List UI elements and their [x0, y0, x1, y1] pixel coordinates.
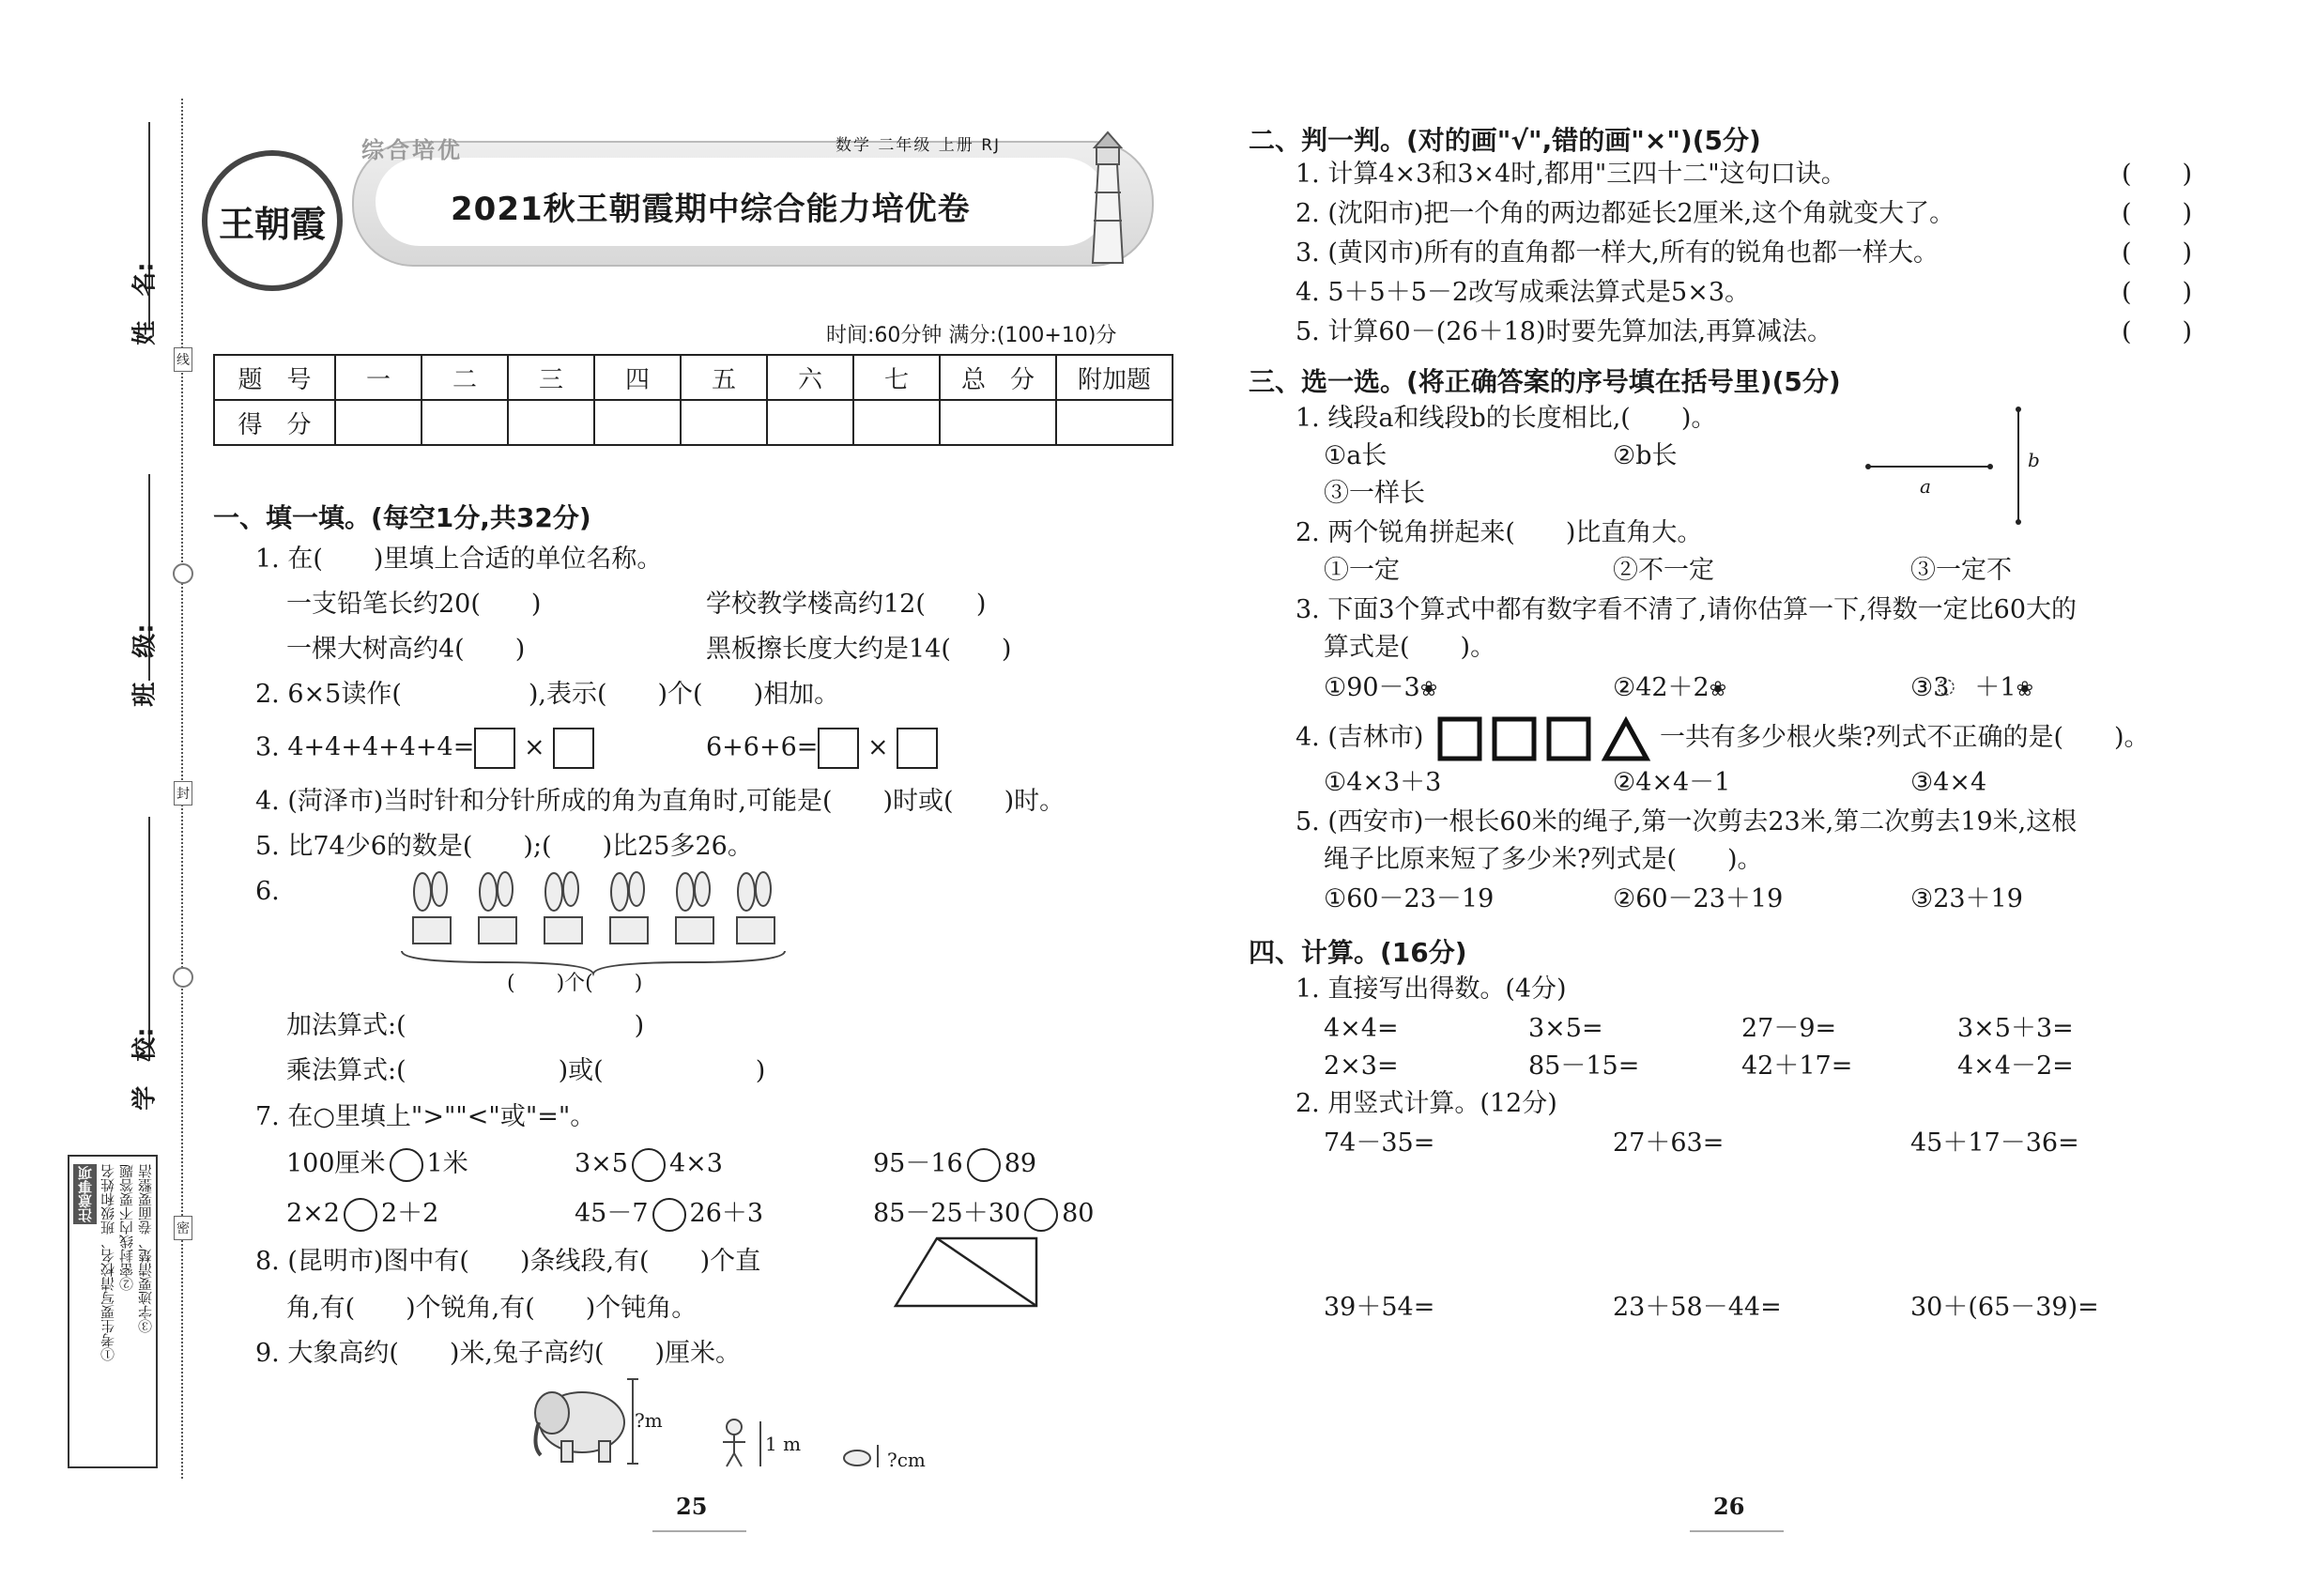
vertical-calc-item: 23＋58－44=	[1613, 1293, 1782, 1322]
score-header-cell: 总 分	[940, 355, 1056, 400]
s3-q3a: 3. 下面3个算式中都有数字看不清了,请你估算一下,得数一定比60大的	[1296, 595, 2078, 624]
s1-q8b: 角,有( )个锐角,有( )个钝角。	[286, 1294, 698, 1323]
compare-left: 3×5	[575, 1149, 628, 1178]
s1-q1a: 一支铅笔长约20( )	[286, 590, 542, 619]
flower-smudge-icon: ❀	[1709, 678, 1727, 701]
answer-box[interactable]	[818, 728, 859, 769]
compare-item	[873, 1197, 1094, 1232]
s3-q2-opt1: ①一定	[1324, 556, 1400, 585]
score-cell[interactable]	[508, 400, 594, 445]
score-cell[interactable]	[681, 400, 767, 445]
s1-q1d: 黑板擦长度大约是14( )	[706, 635, 1012, 664]
compare-circle[interactable]	[632, 1148, 666, 1182]
compare-left: 85－25＋30	[873, 1199, 1021, 1228]
s3-q3-opt2	[1613, 671, 1726, 707]
s1-q3a: 3. 4+4+4+4+4=	[255, 732, 475, 762]
compare-item	[286, 1197, 438, 1232]
calc-item: 3×5=	[1528, 1014, 1603, 1043]
s3-q2-opt3: ③一定不	[1910, 556, 2012, 585]
score-value-row	[214, 400, 1173, 445]
school-label: 学 校:	[130, 1027, 160, 1111]
vertical-calc-item: 27＋63=	[1613, 1128, 1725, 1158]
s3-q3-opt3	[1910, 671, 2033, 707]
score-cell[interactable]	[335, 400, 422, 445]
compare-circle[interactable]	[344, 1198, 377, 1232]
class-label: 班 级:	[130, 623, 160, 707]
score-cell[interactable]	[594, 400, 681, 445]
seal-mark-seal: 封	[174, 781, 192, 806]
compare-left: 95－16	[873, 1149, 963, 1178]
judge-blank[interactable]: ( )	[2122, 238, 2193, 268]
binding-hole-icon	[173, 967, 193, 988]
score-cell[interactable]	[940, 400, 1056, 445]
compare-right: 4×3	[668, 1149, 723, 1178]
elephant-height-label: ?m	[635, 1409, 663, 1432]
s3-q3-opt1	[1324, 671, 1437, 707]
notice-line-1: ①考生要写清校名、班级和姓名	[100, 1164, 116, 1361]
flower-smudge-icon	[1936, 676, 1956, 698]
page-title: 2021秋王朝霞期中综合能力培优卷	[451, 191, 971, 228]
child-height-label: 1 m	[765, 1433, 802, 1455]
binding-hole-icon	[173, 563, 193, 584]
subject-meta: 数学 二年级 上册 RJ	[836, 136, 1002, 155]
calc-item: 85－15=	[1528, 1051, 1640, 1081]
score-cell[interactable]	[853, 400, 940, 445]
s2-item-3: 3. (黄冈市)所有的直角都一样大,所有的锐角也都一样大。	[1296, 238, 1939, 268]
notice-box	[68, 1155, 158, 1468]
s3-q5-opt1: ①60－23－19	[1324, 884, 1495, 913]
compare-right: 2＋2	[380, 1199, 439, 1228]
school-underline	[148, 817, 150, 1061]
times-sign: ×	[523, 732, 545, 762]
vertical-calc-item: 30＋(65－39)=	[1910, 1293, 2099, 1322]
s3-q4a: 4. (吉林市)	[1296, 723, 1424, 752]
s2-item-2: 2. (沈阳市)把一个角的两边都延长2厘米,这个角就变大了。	[1296, 199, 1955, 228]
seal-mark-line: 线	[174, 347, 192, 372]
compare-right: 89	[1004, 1149, 1037, 1178]
time-info: 时间:60分钟 满分:(100+10)分	[826, 324, 1117, 347]
calc-item: 27－9=	[1741, 1014, 1837, 1043]
compare-left: 45－7	[575, 1199, 649, 1228]
flower-smudge-icon: ❀	[2016, 678, 2033, 701]
s1-q9: 9. 大象高约( )米,兔子高约( )厘米。	[255, 1339, 742, 1368]
compare-circle[interactable]	[390, 1148, 423, 1182]
compare-item	[575, 1147, 723, 1182]
s1-q5: 5. 比74少6的数是( );( )比25多26。	[255, 832, 753, 861]
answer-box[interactable]	[474, 728, 515, 769]
s3-q1-opt1: ①a长	[1324, 441, 1388, 470]
vertical-calc-item: 74－35=	[1324, 1128, 1435, 1158]
opt-text: ②42＋2	[1613, 673, 1710, 702]
s3-q5-opt2: ②60－23＋19	[1613, 884, 1784, 913]
score-header-cell: 题 号	[214, 355, 335, 400]
section3-heading: 三、选一选。(将正确答案的序号填在括号里)(5分)	[1249, 366, 1841, 397]
answer-box[interactable]	[553, 728, 594, 769]
s3-q3b: 算式是( )。	[1324, 633, 1496, 662]
notice-line-3: ③字迹要清楚、卷面要整洁	[137, 1164, 154, 1333]
lighthouse-icon	[1080, 127, 1136, 268]
page-ornament	[1690, 1530, 1784, 1532]
times-sign: ×	[867, 732, 889, 762]
score-row-label: 得 分	[214, 400, 335, 445]
calc-item: 3×5＋3=	[1957, 1014, 2074, 1043]
s1-q6-brace-label: ( )个( )	[507, 972, 643, 995]
s1-q1: 1. 在( )里填上合适的单位名称。	[255, 545, 663, 574]
calc-item: 4×4=	[1324, 1014, 1399, 1043]
opt-text: ③3 ＋1	[1910, 673, 2016, 702]
rabbit-height-label: ?cm	[887, 1449, 926, 1471]
score-header-cell: 五	[681, 355, 767, 400]
s4-sub2: 2. 用竖式计算。(12分)	[1296, 1089, 1557, 1118]
s3-q1-opt2: ②b长	[1613, 441, 1678, 470]
s1-q6: 6.	[255, 877, 280, 906]
vertical-calc-item: 39＋54=	[1324, 1293, 1435, 1322]
s1-q7: 7. 在○里填上">""<"或"="。	[255, 1102, 596, 1131]
score-header-cell: 二	[422, 355, 508, 400]
compare-right: 80	[1062, 1199, 1095, 1228]
s1-q2: 2. 6×5读作( ),表示( )个( )相加。	[255, 680, 840, 709]
rabbit-icon	[840, 1441, 887, 1469]
page-number-right: 26	[1713, 1493, 1745, 1520]
answer-box[interactable]	[897, 728, 938, 769]
s1-q6-mul: 乘法算式:( )或( )	[286, 1056, 766, 1085]
segment-b-label: b	[2028, 449, 2040, 471]
s1-q1c: 一棵大树高约4( )	[286, 635, 526, 664]
s2-item-5: 5. 计算60－(26＋18)时要先算加法,再算减法。	[1296, 317, 1833, 346]
score-header-cell: 附加题	[1056, 355, 1173, 400]
compare-circle[interactable]	[967, 1148, 1001, 1182]
score-header-cell: 七	[853, 355, 940, 400]
score-header-cell: 四	[594, 355, 681, 400]
compare-left: 100厘米	[286, 1149, 386, 1178]
score-cell[interactable]	[767, 400, 853, 445]
opt-text: ①90－3	[1324, 673, 1420, 702]
s3-q4-opt1: ①4×3＋3	[1324, 768, 1442, 797]
s3-q1: 1. 线段a和线段b的长度相比,( )。	[1296, 404, 1717, 433]
page-ornament	[652, 1530, 746, 1532]
s1-q8a: 8. (昆明市)图中有( )条线段,有( )个直	[255, 1247, 761, 1276]
s3-q5b: 绳子比原来短了多少米?列式是( )。	[1324, 845, 1763, 874]
page-number-left: 25	[676, 1493, 708, 1520]
calc-item: 4×4－2=	[1957, 1051, 2074, 1081]
child-icon	[715, 1418, 772, 1469]
compare-right: 1米	[426, 1149, 468, 1178]
s1-q3b-row	[706, 728, 938, 769]
compare-left: 2×2	[286, 1199, 340, 1228]
compare-item	[286, 1147, 468, 1182]
section2-heading: 二、判一判。(对的画"√",错的画"×")(5分)	[1249, 125, 1761, 156]
segment-a-label: a	[1920, 475, 1931, 498]
score-header-cell: 一	[335, 355, 422, 400]
judge-blank[interactable]: ( )	[2122, 278, 2193, 307]
compare-circle[interactable]	[1024, 1198, 1058, 1232]
s1-q1b: 学校教学楼高约12( )	[706, 590, 987, 619]
name-label: 姓 名:	[130, 262, 160, 345]
brand-logo	[202, 150, 343, 291]
elephant-icon	[526, 1375, 648, 1469]
s4-sub1: 1. 直接写出得数。(4分)	[1296, 974, 1567, 1004]
matchstick-figures	[1436, 714, 1662, 766]
section1-heading: 一、填一填。(每空1分,共32分)	[213, 502, 591, 533]
s3-q4b: 一共有多少根火柴?列式不正确的是( )。	[1660, 723, 2150, 752]
s2-item-1: 1. 计算4×3和3×4时,都用"三四十二"这句口诀。	[1296, 160, 1847, 189]
flower-smudge-icon: ❀	[1419, 678, 1438, 701]
s3-q1-opt3: ③一样长	[1324, 479, 1425, 508]
judge-blank[interactable]: ( )	[2122, 160, 2193, 189]
logo-text: 王朝霞	[218, 202, 326, 245]
s1-q3-row	[255, 728, 594, 769]
calc-item: 42＋17=	[1741, 1051, 1853, 1081]
score-table	[213, 354, 1173, 446]
section4-heading: 四、计算。(16分)	[1249, 937, 1467, 968]
vertical-calc-item: 45＋17－36=	[1910, 1128, 2079, 1158]
score-header-row	[214, 355, 1173, 400]
s3-q5a: 5. (西安市)一根长60米的绳子,第一次剪去23米,第二次剪去19米,这根	[1296, 807, 2078, 836]
tagline: 综合培优	[361, 137, 463, 163]
s3-q4-opt3: ③4×4	[1910, 768, 1987, 797]
s3-q5-opt3: ③23＋19	[1910, 884, 2023, 913]
score-cell[interactable]	[422, 400, 508, 445]
compare-right: 26＋3	[689, 1199, 764, 1228]
calc-item: 2×3=	[1324, 1051, 1399, 1081]
s1-q6-add: 加法算式:( )	[286, 1011, 645, 1040]
compare-item	[873, 1147, 1036, 1182]
s3-q4-opt2: ②4×4－1	[1613, 768, 1731, 797]
judge-blank[interactable]: ( )	[2122, 317, 2193, 346]
judge-blank[interactable]: ( )	[2122, 199, 2193, 228]
s1-q3b: 6+6+6=	[706, 732, 819, 762]
seal-mark-dense: 密	[174, 1216, 192, 1240]
compare-item	[575, 1197, 763, 1232]
score-header-cell: 六	[767, 355, 853, 400]
score-cell[interactable]	[1056, 400, 1173, 445]
score-header-cell: 三	[508, 355, 594, 400]
s3-q2: 2. 两个锐角拼起来( )比直角大。	[1296, 518, 1703, 547]
s3-q2-opt2: ②不一定	[1613, 556, 1714, 585]
trapezoid-figure	[892, 1235, 1042, 1310]
s1-q4: 4. (菏泽市)当时针和分针所成的角为直角时,可能是( )时或( )时。	[255, 787, 1066, 816]
compare-circle[interactable]	[652, 1198, 686, 1232]
notice-title: 注意事项	[73, 1164, 97, 1224]
notice-line-2: ②密封线内不要答题	[118, 1164, 135, 1291]
s2-item-4: 4. 5＋5＋5－2改写成乘法算式是5×3。	[1296, 278, 1751, 307]
